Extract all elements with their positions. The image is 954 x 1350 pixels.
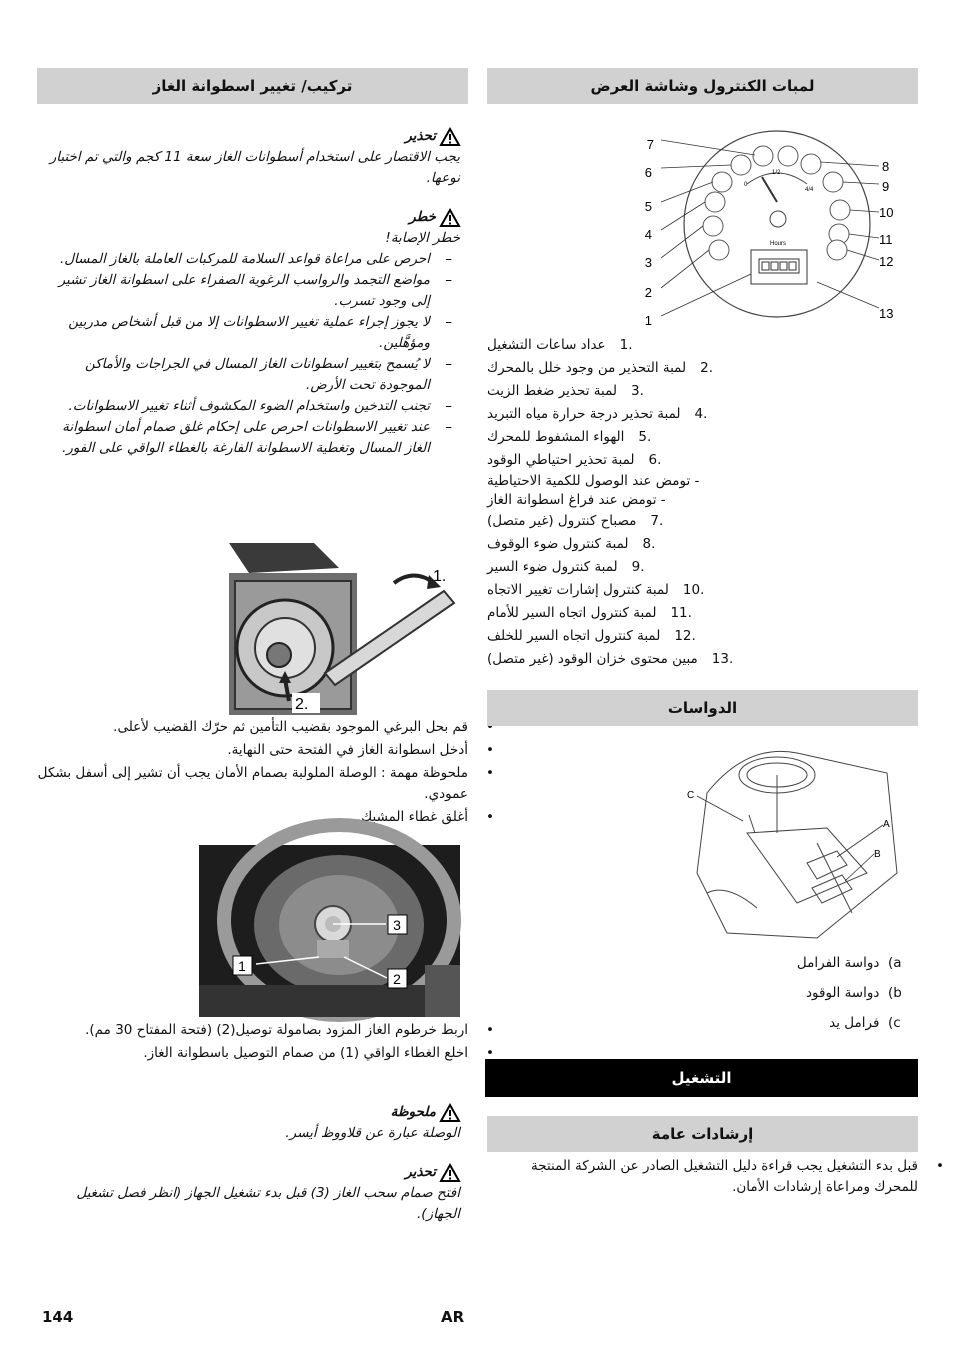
list-item: • ملحوظة مهمة : الوصلة الملولبة بصمام الأمان يجب أن تشير إلى أسفل بشكل عمودي. [37,763,468,805]
install-steps [37,717,500,830]
warning-triangle-icon [440,128,460,146]
legend-text: لمبة تحذير احتياطي الوقود [487,452,635,468]
legend-item [487,426,918,449]
legend-number: .2 [700,360,713,376]
gas-bay-illustration [229,543,459,715]
legend-key: c) [888,1015,901,1031]
list-item: • أدخل اسطوانة الغاز في الفتحة حتى النهاية. [37,740,468,761]
callout-2: 2. [295,696,309,713]
danger-list [37,249,460,459]
list-item: • اخلع الغطاء الواقي (1) من صمام التوصيل باسطوانة الغاز. [37,1043,468,1064]
legend-text: عداد ساعات التشغيل [487,337,606,353]
legend-number: .5 [638,429,652,445]
legend-number: .8 [642,536,656,552]
legend-item [487,472,918,491]
callout-8: 8 [882,159,890,174]
legend-item [487,449,918,472]
pedals-diagram [687,733,903,948]
caution-title-text: تحذير [405,1164,436,1180]
callout-6: 6 [644,165,652,180]
right-column [487,68,918,1195]
callout-2: 2 [644,285,652,300]
legend-item [487,403,918,426]
list-item: – عند تغيير الاسطوانات احرص على إحكام غلق صمام أمان اسطوانة الغاز المسال وتغطية الاسطوانة الفارغة بالغطاء الواقي على الفور. [37,417,430,459]
legend-item [487,1008,910,1038]
callout-7: 7 [646,137,654,152]
legend-number: .13 [711,651,734,667]
callout-5: 5 [644,199,652,214]
caution-title [37,1162,460,1183]
caution-title-text: تحذير [405,128,436,144]
legend-item [487,602,918,625]
section-heading-control-lamps: لمبات الكنترول وشاشة العرض [487,68,918,104]
page-number: 144 [42,1308,74,1326]
legend-key: a) [888,955,902,971]
legend-item [487,978,910,1008]
legend-item [487,380,918,403]
legend-text: مصباح كنترول (غير متصل) [487,513,637,529]
caution-block-1 [37,126,468,189]
list-item: – لا يُسمح بتغيير اسطوانات الغاز المسال في الجراجات والأماكن الموجودة تحت الأرض. [37,354,430,396]
list-item: – مواضع التجمد والرواسب الرغوية الصفراء على اسطوانة الغاز تشير إلى وجود تسرب. [37,270,430,312]
caution-text: يجب الاقتصار على استخدام أسطوانات الغاز سعة 11 كجم والتي تم اختبار نوعها. [49,149,460,186]
legend-text: لمبة كنترول اتجاه السير للخلف [487,628,661,644]
callout-12: 12 [879,254,894,269]
legend-text: - تومض عند فراغ اسطوانة الغاز [487,492,666,508]
legend-item [487,357,918,380]
danger-title-text: خطر [409,209,436,225]
legend-item [487,948,910,978]
legend-text: لمبة تحذير درجة حرارة مياه التبريد [487,406,681,422]
callout-3: 3 [644,255,652,270]
legend-text: لمبة كنترول ضوء الوقوف [487,536,629,552]
legend-item [487,334,918,357]
list-item: • أغلق غطاء المشبك. [37,807,468,828]
callout-3: 3 [393,917,401,933]
fuel-mark-full: 4/4 [805,187,814,193]
section-heading-general-notes: إرشادات عامة [487,1116,918,1152]
danger-title [37,207,460,228]
instrument-panel-diagram [644,122,917,332]
legend-key: b) [888,985,902,1001]
warning-triangle-icon [440,1104,460,1122]
note-block [37,1102,468,1144]
pedals-drawing [687,733,903,948]
legend-number: .1 [619,337,633,353]
legend-item [487,491,918,510]
list-item: – احرص على مراعاة قواعد السلامة للمركبات العاملة بالغاز المسال. [37,249,430,270]
list-item: • اربط خرطوم الغاز المزود بصامولة توصيل(2) (فتحة المفتاح 30 مم). [37,1020,468,1041]
legend-text: لمبة كنترول اتجاه السير للأمام [487,605,657,621]
valve-photo [199,845,460,1017]
legend-text: لمبة تحذير ضغط الزيت [487,383,617,399]
gas-bay-drawing [229,543,459,715]
fuel-mark-half: 1/2 [772,170,781,176]
legend-item [487,579,918,602]
caution-text: افتح صمام سحب الغاز (3) قبل بدء تشغيل الجهاز (انظر فصل تشغيل الجهاز). [76,1185,460,1222]
legend-text: - تومض عند الوصول للكمية الاحتياطية [487,473,700,489]
callout-1: 1 [238,958,246,974]
legend-item [487,533,918,556]
caution-block-2 [37,1162,468,1225]
note-title [37,1102,460,1123]
danger-intro: خطر الإصابة! [385,230,460,246]
legend-number: .7 [650,513,664,529]
legend-number: .3 [630,383,644,399]
legend-number: .12 [674,628,696,644]
pedals-legend [487,948,910,1038]
legend-item [487,625,918,648]
legend-text: دواسة الفرامل [796,955,880,971]
callout-10: 10 [879,205,894,220]
list-item: – تجنب التدخين واستخدام الضوء المكشوف أثناء تغيير الاسطوانات. [37,396,430,417]
legend-text: لمبة التحذير من وجود خلل بالمحرك [487,360,687,376]
legend-number [713,472,737,491]
caution-title [37,126,460,147]
callout-c: C [687,790,695,801]
callout-4: 4 [644,227,652,242]
connect-steps [37,1020,500,1066]
general-notes-list [487,1156,950,1200]
callout-b: B [874,849,881,860]
callout-1: 1. [433,568,447,585]
legend-item [487,648,918,671]
list-item: – لا يجوز إجراء عملية تغيير الاسطوانات إلا من قبل أشخاص مدربين ومؤهَّلين. [37,312,430,354]
list-item: • قبل بدء التشغيل يجب قراءة دليل التشغيل الصادر عن الشركة المنتجة للمحرك ومراعاة إرشادات الأمان. [487,1156,918,1198]
legend-item [487,556,918,579]
legend-item [487,510,918,533]
warning-triangle-icon [440,1164,460,1182]
legend-text: لمبة كنترول إشارات تغيير الاتجاه [487,582,669,598]
callout-1: 1 [644,313,652,328]
list-item: • قم بحل البرغي الموجود بقضيب التأمين ثم حرّك القضيب لأعلى. [37,717,468,738]
section-heading-operation: التشغيل [485,1059,918,1097]
note-title-text: ملحوظة [390,1104,436,1120]
legend-number: .11 [670,605,692,621]
callout-2: 2 [393,971,401,987]
callout-a: A [883,819,890,830]
warning-triangle-icon [440,209,460,227]
legend-number [680,491,704,510]
legend-text: فرامل يد [829,1015,880,1031]
legend-text: لمبة كنترول ضوء السير [487,559,618,575]
callout-13: 13 [879,306,894,321]
legend-number: .10 [682,582,705,598]
legend-text: الهواء المشفوط للمحرك [487,429,625,445]
instrument-panel-drawing [644,122,917,332]
callout-9: 9 [882,179,890,194]
section-heading-pedals: الدواسات [487,690,918,726]
section-heading-gas-cylinder: تركيب/ تغيير اسطوانة الغاز [37,68,468,104]
danger-block [37,207,468,459]
valve-drawing [199,845,460,1017]
legend-number: .9 [631,559,645,575]
hours-label: Hours [770,241,787,247]
legend-text: دواسة الوقود [806,985,880,1001]
language-code: AR [441,1308,465,1326]
legend-text: مبين محتوى خزان الوقود (غير متصل) [487,651,698,667]
legend-number: .4 [694,406,708,422]
control-lamp-legend [487,334,918,671]
note-text: الوصلة عبارة عن قلاووظ أيسر. [285,1125,460,1141]
legend-number: .6 [648,452,662,468]
left-column [37,68,468,1222]
callout-11: 11 [879,232,893,247]
fuel-mark-empty: 0 [744,182,748,188]
